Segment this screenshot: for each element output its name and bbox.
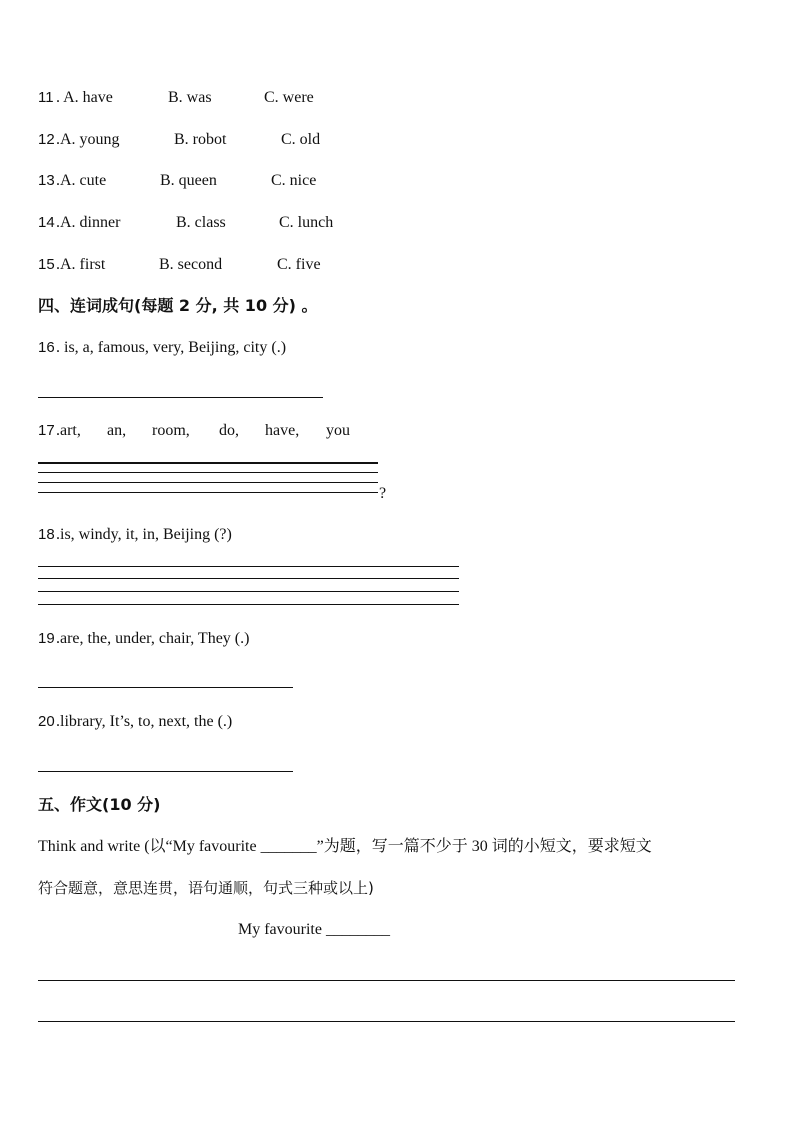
question-19-number: 19 bbox=[38, 630, 55, 647]
option-b: B. second bbox=[159, 256, 223, 273]
question-17-word: an, bbox=[107, 422, 127, 439]
question-number: 15 bbox=[38, 256, 55, 273]
question-18-prompt: .is, windy, it, in, Beijing (?) bbox=[56, 526, 232, 543]
option-a: .A. dinner bbox=[56, 214, 121, 231]
option-c: C. nice bbox=[271, 172, 317, 189]
option-b: B. was bbox=[168, 89, 212, 106]
section-5-heading: 五、作文(10 分) bbox=[38, 795, 161, 814]
question-19-prompt: .are, the, under, chair, They (.) bbox=[56, 630, 250, 647]
option-c: C. five bbox=[277, 256, 321, 273]
answer-line-16[interactable] bbox=[38, 397, 323, 398]
option-b: B. queen bbox=[160, 172, 217, 189]
essay-writing-line[interactable] bbox=[38, 1021, 735, 1022]
option-a: . A. have bbox=[56, 89, 113, 106]
question-17-end-mark: ? bbox=[379, 485, 387, 502]
essay-instruction-line-2: 符合题意，意思连贯，语句通顺，句式三种或以上) bbox=[38, 879, 374, 897]
question-number: 12 bbox=[38, 131, 55, 148]
answer-line-19[interactable] bbox=[38, 687, 293, 688]
question-number: 13 bbox=[38, 172, 55, 189]
answer-line-18[interactable] bbox=[38, 566, 459, 567]
option-c: C. old bbox=[281, 131, 321, 148]
option-c: C. lunch bbox=[279, 214, 334, 231]
answer-line-18[interactable] bbox=[38, 604, 459, 605]
answer-line-18[interactable] bbox=[38, 578, 459, 579]
question-17-number: 17 bbox=[38, 422, 55, 439]
answer-line-18[interactable] bbox=[38, 591, 459, 592]
option-b: B. class bbox=[176, 214, 226, 231]
question-16-prompt: . is, a, famous, very, Beijing, city (.) bbox=[56, 339, 287, 356]
option-b: B. robot bbox=[174, 131, 227, 148]
question-number: 11 bbox=[38, 89, 54, 106]
section-4-heading: 四、连词成句(每题 2 分, 共 10 分) 。 bbox=[38, 296, 318, 315]
option-a: .A. cute bbox=[56, 172, 107, 189]
answer-line-20[interactable] bbox=[38, 771, 293, 772]
answer-line-17[interactable] bbox=[38, 492, 378, 493]
question-18-number: 18 bbox=[38, 526, 55, 543]
essay-title: My favourite ________ bbox=[238, 921, 390, 938]
option-a: .A. young bbox=[56, 131, 120, 148]
answer-line-17[interactable] bbox=[38, 472, 378, 473]
question-17-word: do, bbox=[219, 422, 239, 439]
question-16-number: 16 bbox=[38, 339, 55, 356]
essay-instruction-line-1: Think and write (以“My favourite _______”为题，写一篇不少于 30 词的小短文，要求短文 bbox=[38, 838, 652, 855]
option-c: C. were bbox=[264, 89, 314, 106]
question-20-number: 20 bbox=[38, 713, 55, 730]
answer-line-17[interactable] bbox=[38, 462, 378, 464]
question-17-word: you bbox=[326, 422, 350, 439]
option-a: .A. first bbox=[56, 256, 106, 273]
question-17-word: have, bbox=[265, 422, 300, 439]
question-20-prompt: .library, It’s, to, next, the (.) bbox=[56, 713, 233, 730]
question-17-word: room, bbox=[152, 422, 190, 439]
essay-writing-line[interactable] bbox=[38, 980, 735, 981]
answer-line-17[interactable] bbox=[38, 482, 378, 483]
question-number: 14 bbox=[38, 214, 55, 231]
question-17-word: .art, bbox=[56, 422, 81, 439]
